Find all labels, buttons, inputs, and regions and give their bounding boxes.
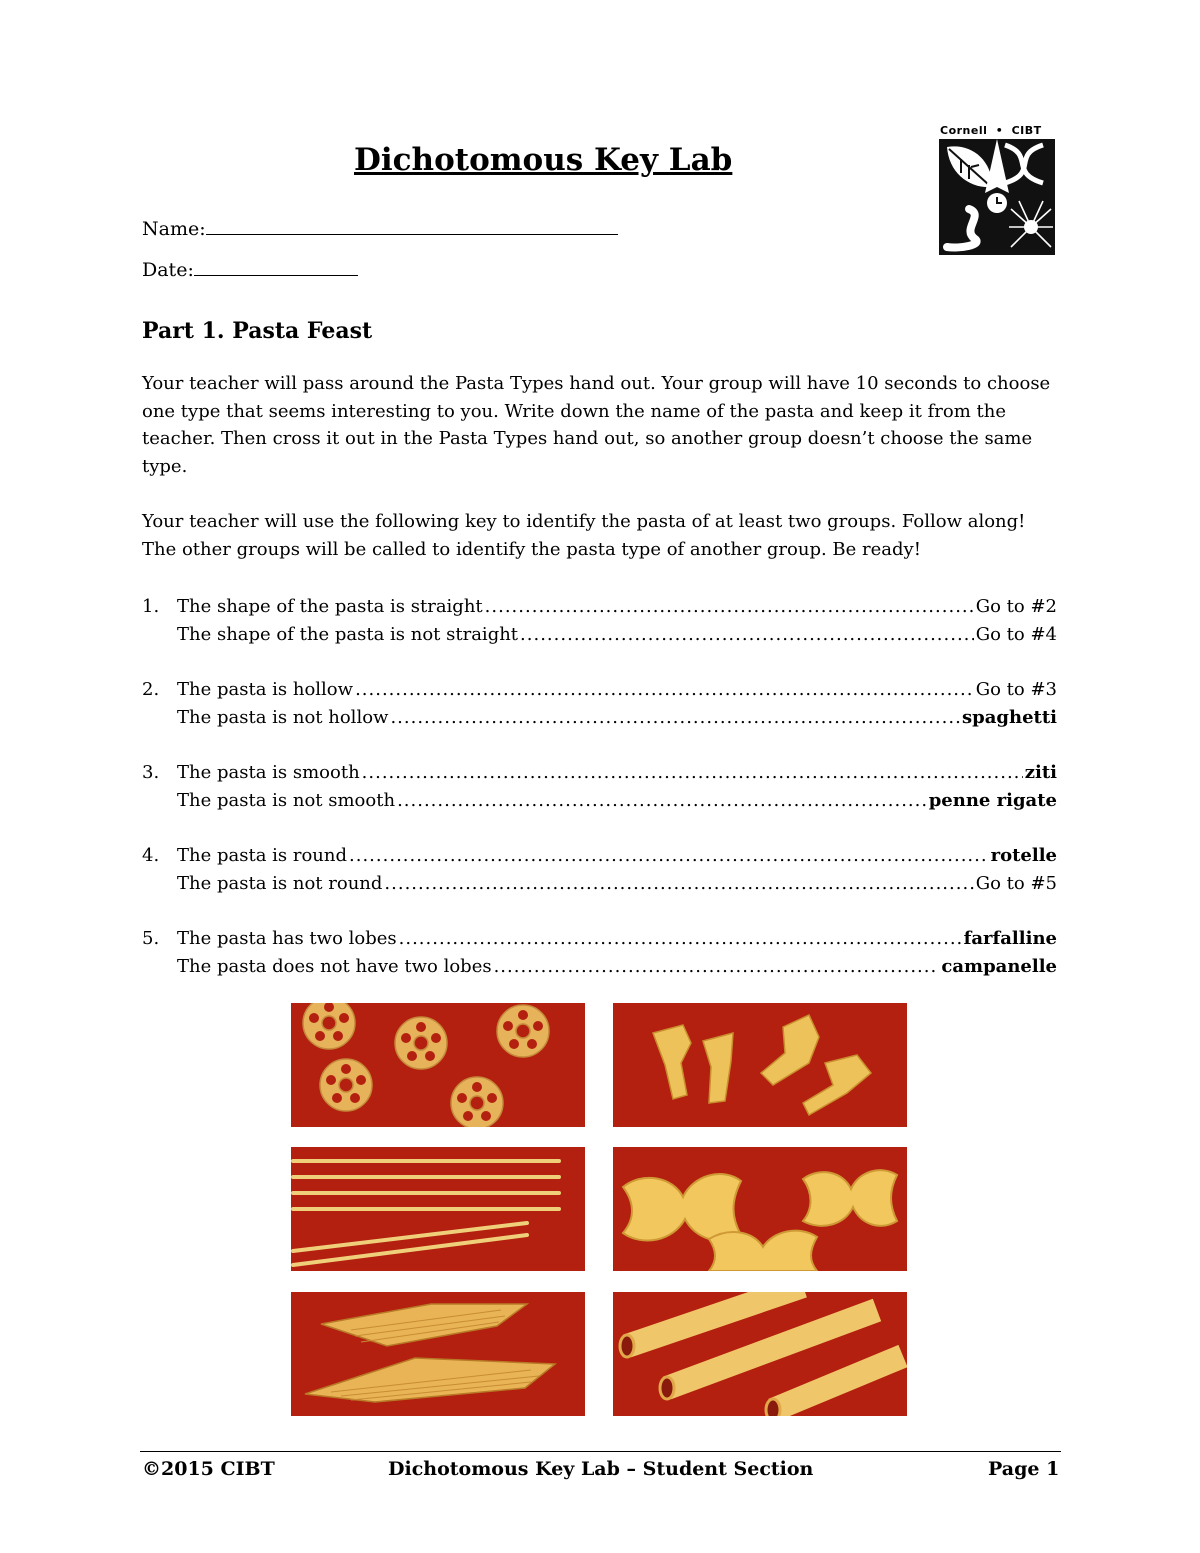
leader-dots xyxy=(362,762,1023,783)
key-step-5-option-a xyxy=(142,928,1057,956)
key-step-number: 2. xyxy=(142,679,160,700)
leader-dots xyxy=(494,956,940,977)
name-label: Name: xyxy=(142,218,206,240)
logo-text-left: Cornell xyxy=(940,124,988,137)
key-step-1-option-a xyxy=(142,596,1057,624)
leader-dots xyxy=(399,928,962,949)
key-step-2-option-b xyxy=(142,707,1057,735)
footer-divider xyxy=(140,1451,1061,1452)
logo-emblem-icon xyxy=(939,139,1055,255)
leader-dots xyxy=(520,624,974,645)
leader-dots xyxy=(397,790,927,811)
key-statement: The pasta is not round xyxy=(177,872,383,894)
key-step-3 xyxy=(142,762,1057,817)
leader-dots xyxy=(349,845,989,866)
page-title: Dichotomous Key Lab xyxy=(354,142,733,178)
key-step-2 xyxy=(142,679,1057,734)
key-statement: The pasta does not have two lobes xyxy=(177,955,492,977)
leader-dots xyxy=(384,873,973,894)
key-step-3-option-b xyxy=(142,790,1057,818)
campanelle-photo xyxy=(613,1003,907,1127)
cornell-cibt-logo xyxy=(938,124,1056,256)
farfalline-photo xyxy=(613,1147,907,1271)
instructions-paragraph-2: Your teacher will use the following key to identify the pasta of at least two groups. Follow along! The other groups will be called to identify the pasta type of another group. Be ready! xyxy=(142,511,1026,560)
key-result: penne rigate xyxy=(928,789,1057,811)
key-statement: The pasta has two lobes xyxy=(177,928,397,949)
footer-title-text: Dichotomous Key Lab – Student Section xyxy=(388,1458,814,1480)
name-field[interactable] xyxy=(142,218,618,240)
leader-dots xyxy=(355,679,974,700)
name-blank-line[interactable] xyxy=(206,218,618,235)
key-step-5 xyxy=(142,928,1057,983)
key-step-4-option-a xyxy=(142,845,1057,873)
key-statement: The shape of the pasta is not straight xyxy=(177,623,519,645)
footer-page-number: Page 1 xyxy=(988,1458,1060,1480)
key-step-1-option-b xyxy=(142,624,1057,652)
logo-text xyxy=(940,124,1056,137)
key-result: Go to #5 xyxy=(975,872,1057,894)
key-step-3-option-a xyxy=(142,762,1057,790)
leader-dots xyxy=(485,596,974,617)
part1-heading: Part 1. Pasta Feast xyxy=(142,318,373,344)
key-step-4-option-b xyxy=(142,873,1057,901)
rotelle-photo xyxy=(291,1003,585,1127)
logo-text-right: CIBT xyxy=(1011,124,1042,137)
date-blank-line[interactable] xyxy=(194,259,358,276)
key-result: farfalline xyxy=(963,928,1057,949)
key-result: Go to #2 xyxy=(975,596,1057,617)
key-step-number: 4. xyxy=(142,845,160,866)
key-statement: The pasta is not hollow xyxy=(177,706,389,728)
key-step-2-option-a xyxy=(142,679,1057,707)
key-result: campanelle xyxy=(941,955,1057,977)
date-field[interactable] xyxy=(142,259,358,281)
logo-text-dot: • xyxy=(995,124,1004,137)
ziti-photo xyxy=(613,1292,907,1416)
key-statement: The shape of the pasta is straight xyxy=(177,596,483,617)
key-statement: The pasta is smooth xyxy=(177,762,360,783)
leader-dots xyxy=(390,707,960,728)
date-label: Date: xyxy=(142,259,194,281)
key-step-number: 1. xyxy=(142,596,160,617)
key-statement: The pasta is not smooth xyxy=(177,789,396,811)
key-step-1 xyxy=(142,596,1057,651)
instructions-paragraph-1: Your teacher will pass around the Pasta Types hand out. Your group will have 10 seconds to choose one type that seems interesting to you. Write down the name of the pasta and keep it from the teacher. Then cross it out in the Pasta Types hand out, so another group doesn’t choose the same type. xyxy=(142,373,1051,477)
key-result: rotelle xyxy=(990,845,1057,866)
footer-title xyxy=(388,1458,813,1480)
key-step-4 xyxy=(142,845,1057,900)
key-result: ziti xyxy=(1024,762,1057,783)
footer-copyright: ©2015 CIBT xyxy=(142,1458,275,1480)
key-step-number: 3. xyxy=(142,762,160,783)
key-statement: The pasta is round xyxy=(177,845,348,866)
spaghetti-photo xyxy=(291,1147,585,1271)
key-step-number: 5. xyxy=(142,928,160,949)
key-result: spaghetti xyxy=(962,706,1057,728)
key-statement: The pasta is hollow xyxy=(177,679,354,700)
key-step-5-option-b xyxy=(142,956,1057,984)
penne-rigate-photo xyxy=(291,1292,585,1416)
key-result: Go to #4 xyxy=(975,623,1057,645)
key-result: Go to #3 xyxy=(975,679,1057,700)
